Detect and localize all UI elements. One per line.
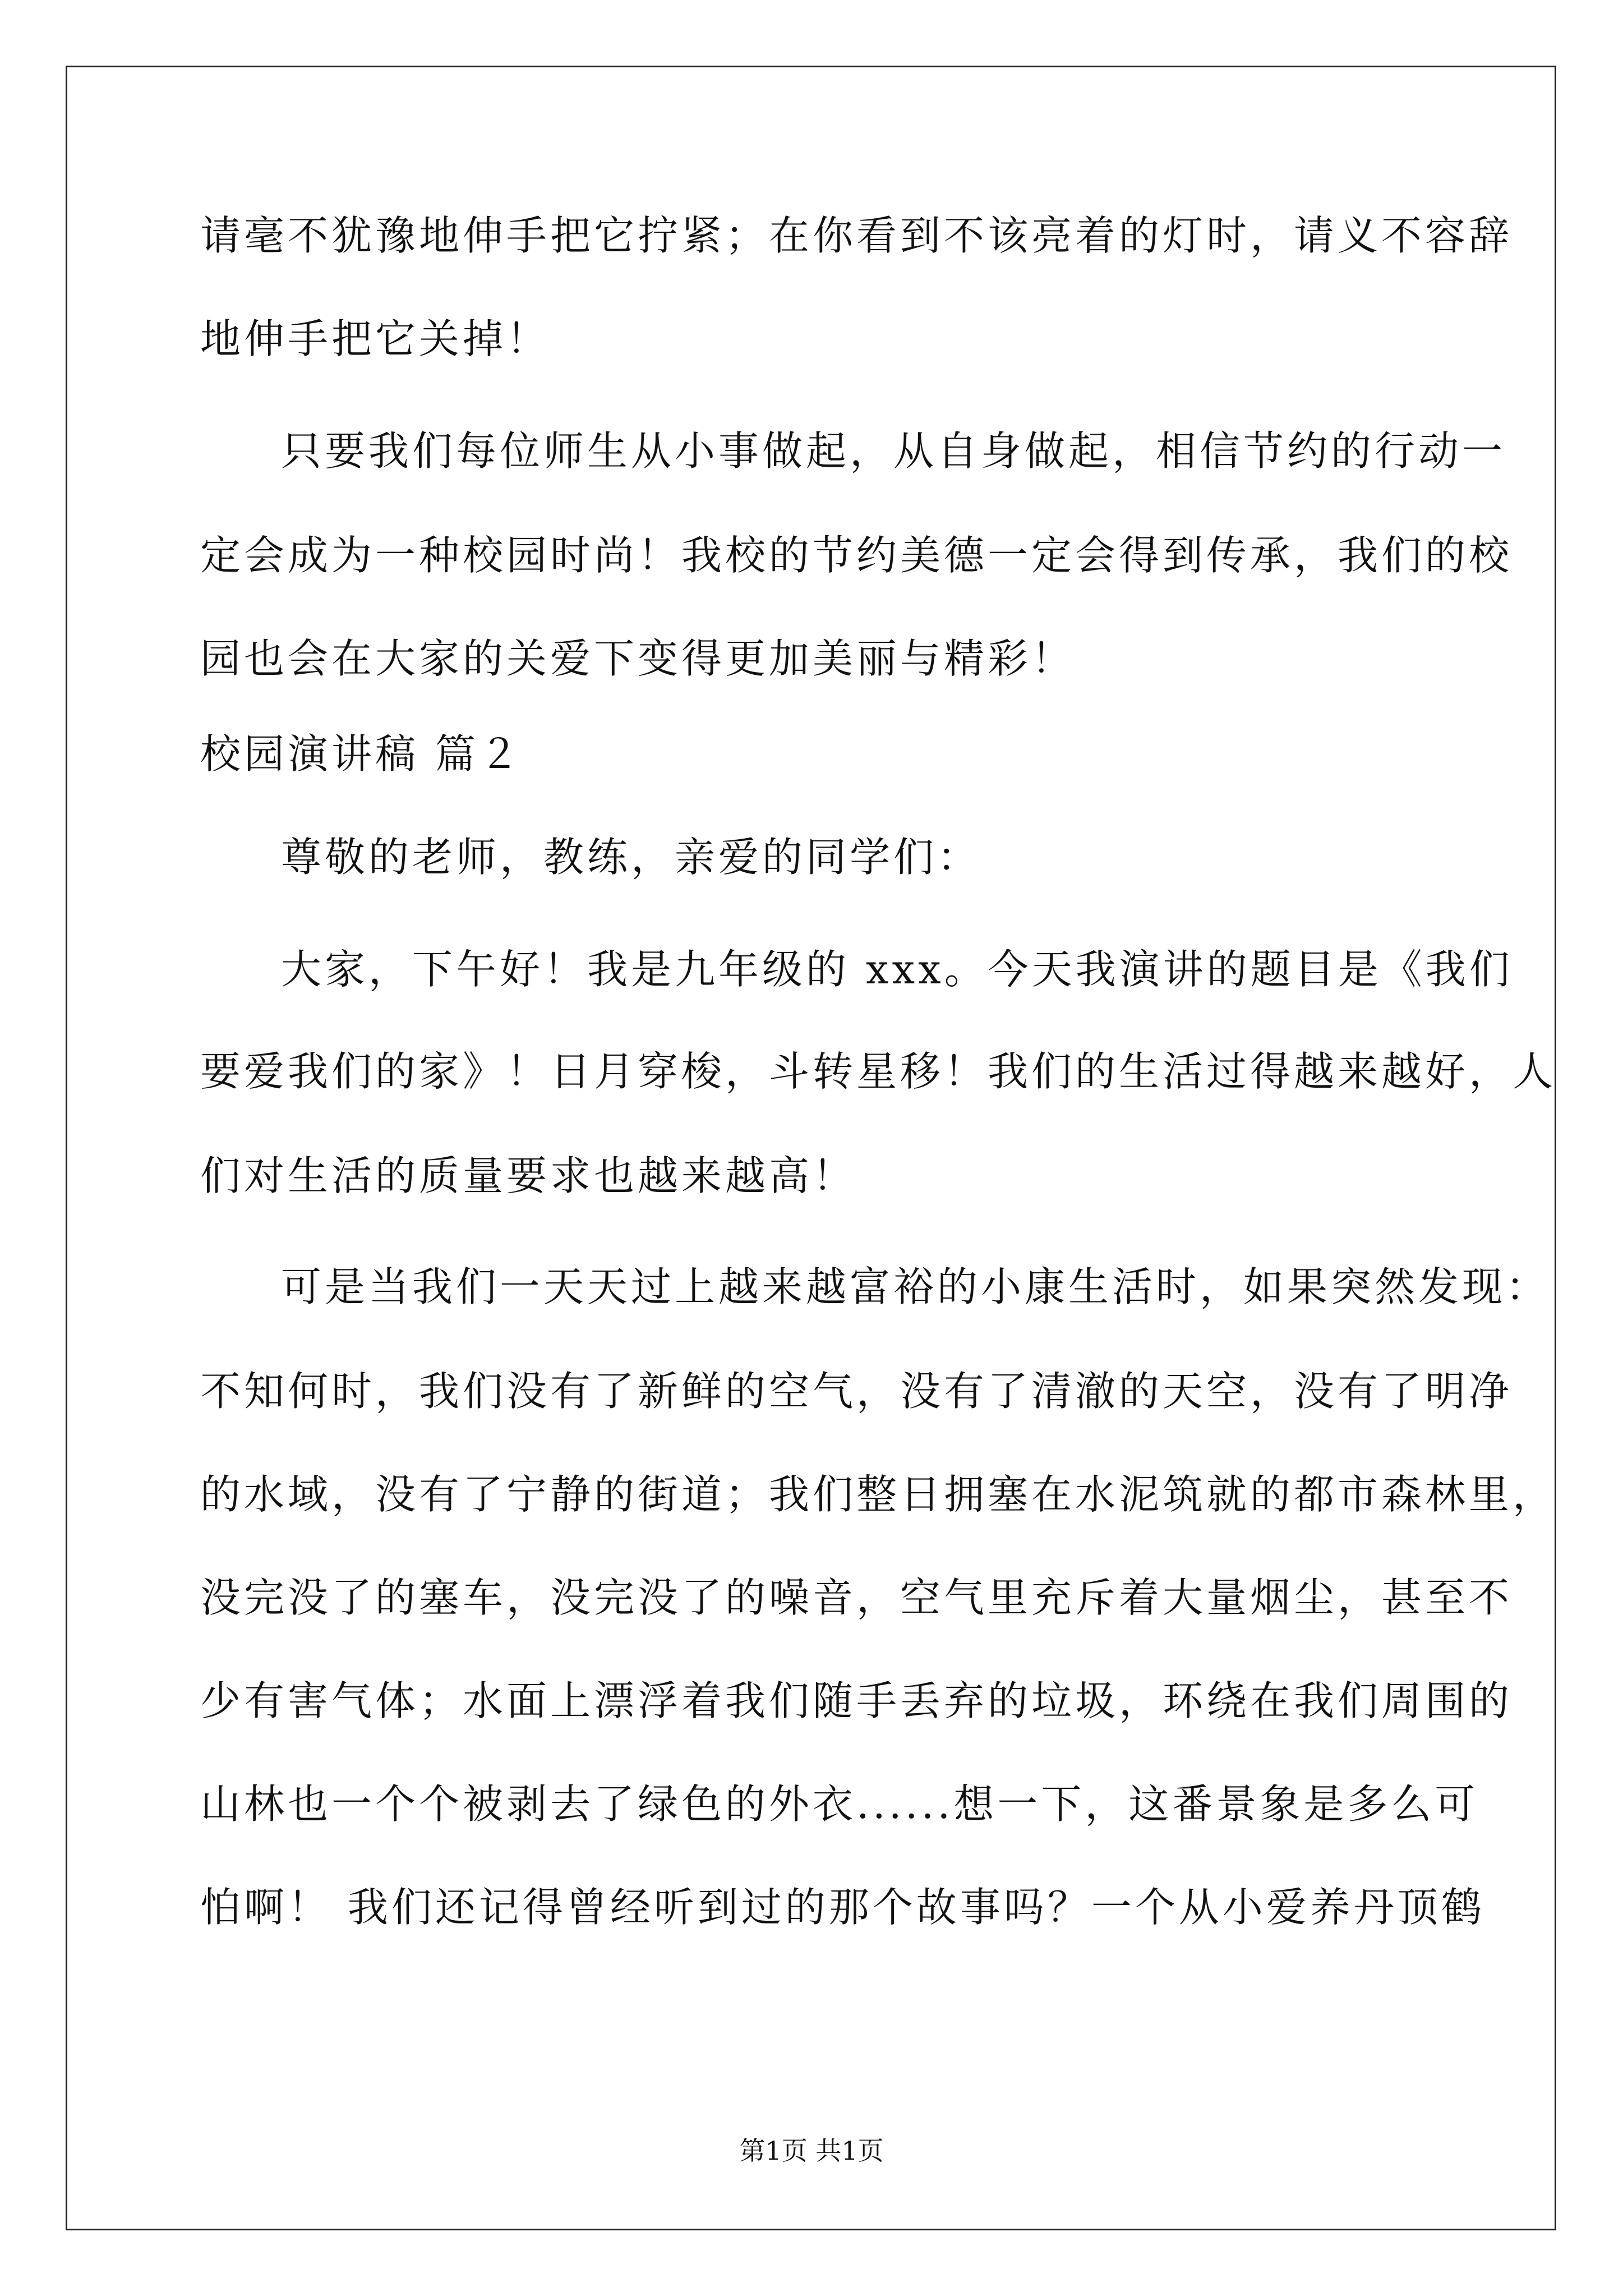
text-line: 大家，下午好！我是九年级的 xxx。今天我演讲的题目是《我们 (281, 946, 1513, 993)
text-line: 怕啊！ 我们还记得曾经听到过的那个故事吗？一个从小爱养丹顶鹤 (200, 1884, 1485, 1931)
text-line: 可是当我们一天天过上越来越富裕的小康生活时，如果突然发现： (281, 1263, 1550, 1310)
text-line: 们对生活的质量要求也越来越高！ (200, 1152, 857, 1199)
text-line: 定会成为一种校园时尚！我校的节约美德一定会得到传承，我们的校 (200, 532, 1513, 579)
text-line: 尊敬的老师，教练，亲爱的同学们： (281, 834, 981, 881)
text-line: 山林也一个个被剥去了绿色的外衣......想一下，这番景象是多么可 (200, 1780, 1479, 1828)
text-line: 没完没了的塞车，没完没了的噪音，空气里充斥着大量烟尘，甚至不 (200, 1574, 1513, 1621)
text-line: 要爱我们的家》！日月穿梭，斗转星移！我们的生活过得越来越好，人 (200, 1048, 1557, 1095)
text-line: 不知何时，我们没有了新鲜的空气，没有了清澈的天空，没有了明净 (200, 1368, 1513, 1415)
text-line: 地伸手把它关掉！ (200, 315, 551, 362)
page-footer: 第1页 共1页 (739, 2136, 884, 2166)
text-line: 请毫不犹豫地伸手把它拧紧；在你看到不该亮着的灯时，请义不容辞 (200, 212, 1513, 259)
text-line: 园也会在大家的关爱下变得更加美丽与精彩！ (200, 635, 1076, 682)
text-line: 的水域，没有了宁静的街道；我们整日拥塞在水泥筑就的都市森林里， (200, 1471, 1557, 1518)
text-line: 少有害气体；水面上漂浮着我们随手丢弃的垃圾，环绕在我们周围的 (200, 1677, 1513, 1724)
section-heading: 校园演讲稿 篇２ (200, 730, 523, 777)
text-line: 只要我们每位师生从小事做起，从自身做起，相信节约的行动一 (281, 427, 1506, 475)
